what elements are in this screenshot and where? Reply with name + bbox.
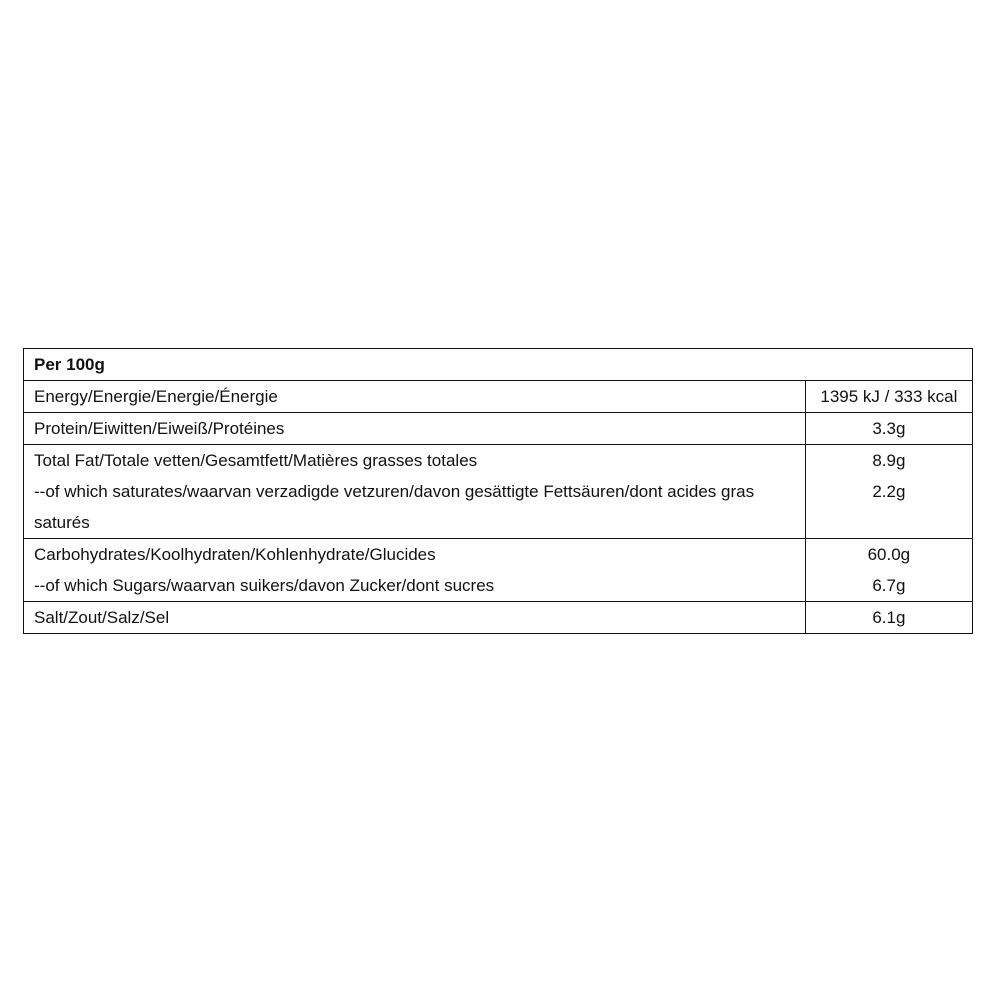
- nutrient-value-protein: 3.3g: [805, 413, 972, 445]
- nutrient-value-total-fat: 8.9g: [872, 451, 906, 470]
- nutrient-label-cell-fat: [24, 445, 806, 539]
- nutrient-value-sugars: 6.7g: [872, 576, 906, 595]
- nutrient-label-cell-carbohydrates: [24, 539, 806, 602]
- nutrient-value-saturates: 2.2g: [872, 482, 906, 501]
- nutrient-label-salt: Salt/Zout/Salz/Sel: [24, 602, 806, 634]
- table-row-protein: [24, 413, 973, 445]
- table-row-fat: [24, 445, 973, 539]
- nutrient-label-total-fat: Total Fat/Totale vetten/Gesamtfett/Matières grasses totales: [34, 451, 478, 470]
- nutrient-value-cell-carbohydrates: [805, 539, 972, 602]
- nutrition-table: [23, 348, 973, 634]
- nutrient-label-sugars: --of which Sugars/waarvan suikers/davon Zucker/dont sucres: [34, 576, 495, 595]
- table-header-row: [24, 349, 973, 381]
- nutrient-value-carbohydrates: 60.0g: [867, 545, 911, 564]
- table-row-energy: [24, 381, 973, 413]
- table-header: Per 100g: [24, 349, 973, 381]
- nutrient-label-saturates: --of which saturates/waarvan verzadigde vetzuren/davon gesättigte Fettsäuren/dont acides gras saturés: [34, 482, 755, 532]
- table-row-carbohydrates: [24, 539, 973, 602]
- nutrient-label-carbohydrates: Carbohydrates/Koolhydraten/Kohlenhydrate/Glucides: [34, 545, 436, 564]
- nutrient-label-protein: Protein/Eiwitten/Eiweiß/Protéines: [24, 413, 806, 445]
- nutrient-value-energy: 1395 kJ / 333 kcal: [805, 381, 972, 413]
- nutrient-label-energy: Energy/Energie/Energie/Énergie: [24, 381, 806, 413]
- nutrient-value-cell-fat: [805, 445, 972, 539]
- nutrient-value-salt: 6.1g: [805, 602, 972, 634]
- table-row-salt: [24, 602, 973, 634]
